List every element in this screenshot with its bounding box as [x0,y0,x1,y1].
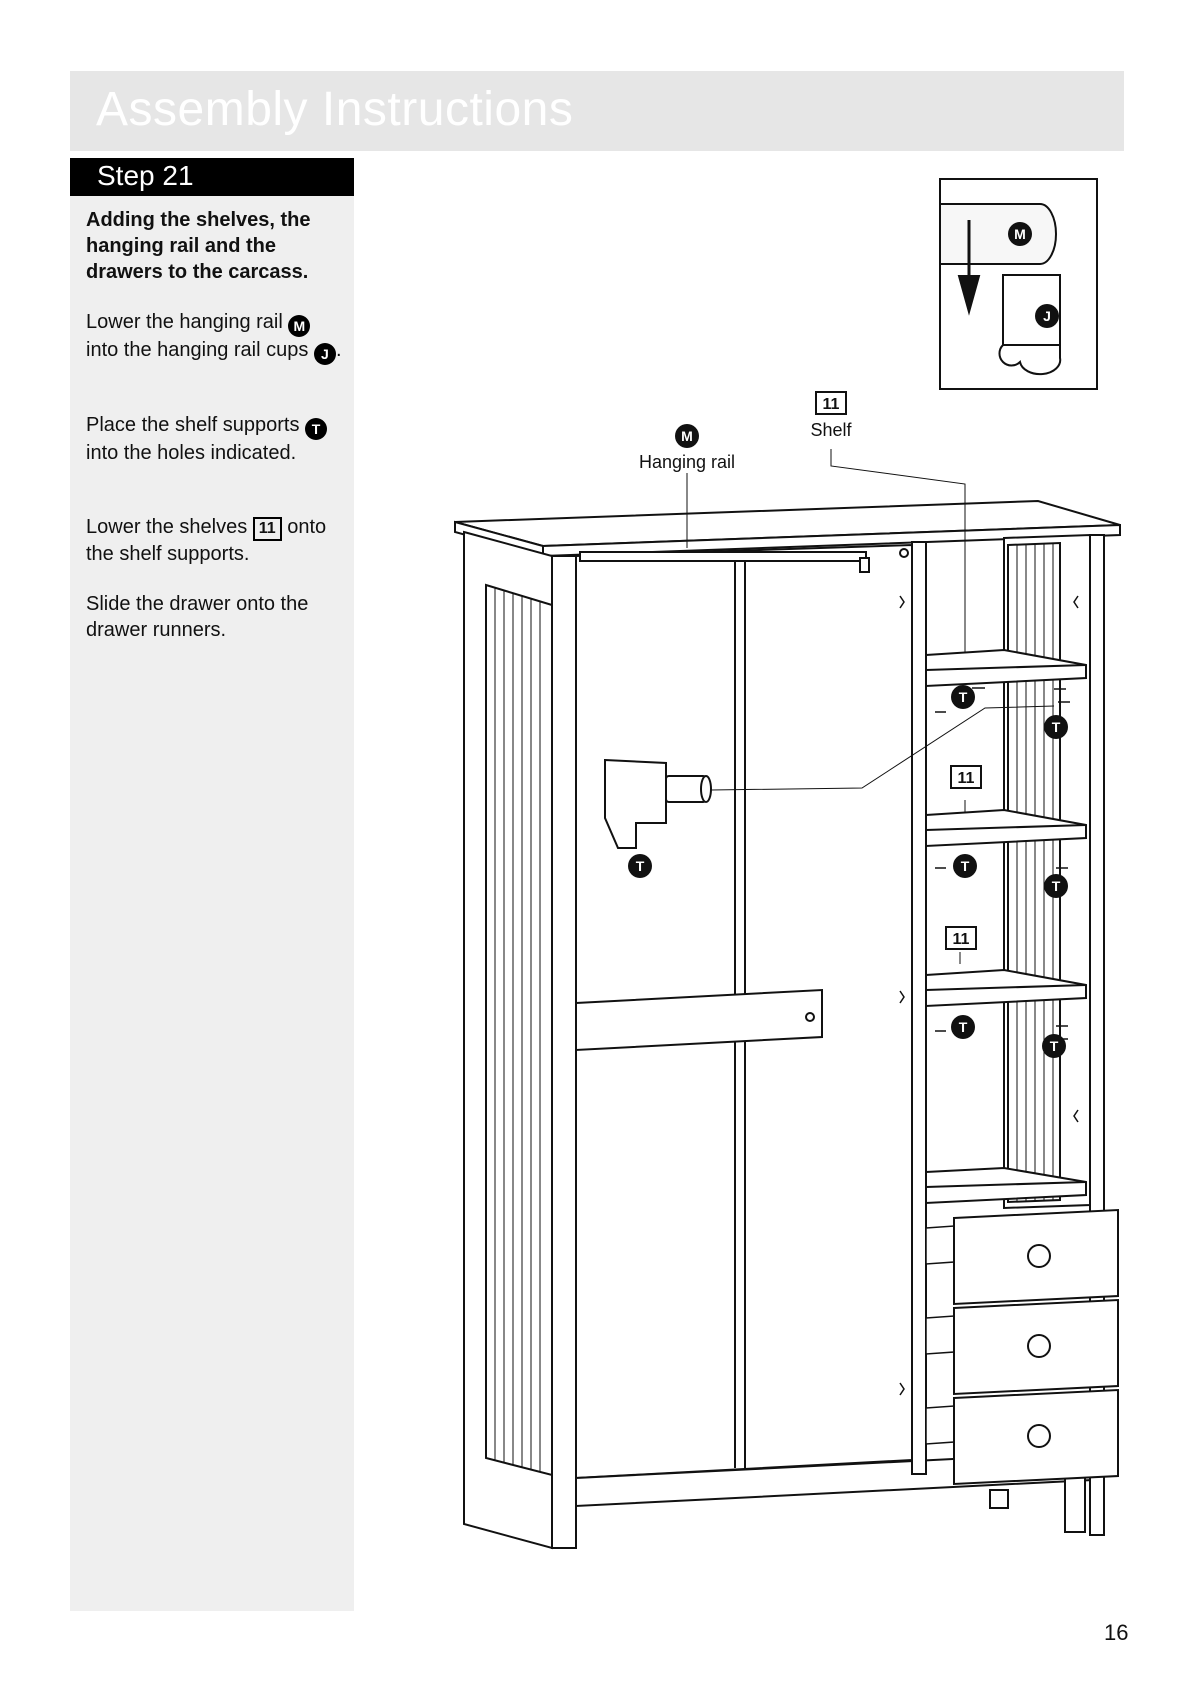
instruction-text: Lower the hanging rail [86,311,283,333]
step-lead: Adding the shelves, the hanging rail and the drawers to the carcass. [86,209,311,283]
part-t-label: T [1051,878,1061,894]
part-t-label: T [1049,1038,1059,1054]
shelf-number-label: 11 [957,770,975,787]
part-j-badge: J [314,343,336,365]
part-t-badge: T [305,418,327,440]
hanging-rail-label: Hanging rail [638,452,736,472]
page-title: Assembly Instructions [96,83,574,136]
part-m-label: M [1014,226,1026,242]
part-m-badge: M [288,315,310,337]
instruction-text: . [335,339,342,361]
part-t-label: T [1051,719,1061,735]
part-t-label: T [958,689,968,705]
instruction-drawer: Slide the drawer onto the drawer runners. [86,593,309,641]
part-11-box: 11 [253,517,282,541]
instruction-text: onto the shelf supports. [86,516,327,565]
drawer [954,1210,1118,1304]
instruction-text: Lower the shelves [86,516,248,538]
shelf-number-label: 11 [822,396,840,413]
part-j-label: J [1043,308,1051,324]
part-t-label: T [960,858,970,874]
page-number: 16 [1104,1620,1129,1645]
shelf-label: Shelf [810,420,852,440]
drawer [954,1300,1118,1394]
instruction-text: into the holes indicated. [86,442,297,464]
instruction-text: into the hanging rail cups [86,339,309,361]
drawer [954,1390,1118,1484]
part-t-label: T [958,1019,968,1035]
part-m-label: M [681,428,693,444]
shelf-number-label: 11 [952,931,970,948]
part-t-label: T [635,858,645,874]
instruction-text: Place the shelf supports [86,414,300,436]
step-title: Step 21 [97,160,194,191]
